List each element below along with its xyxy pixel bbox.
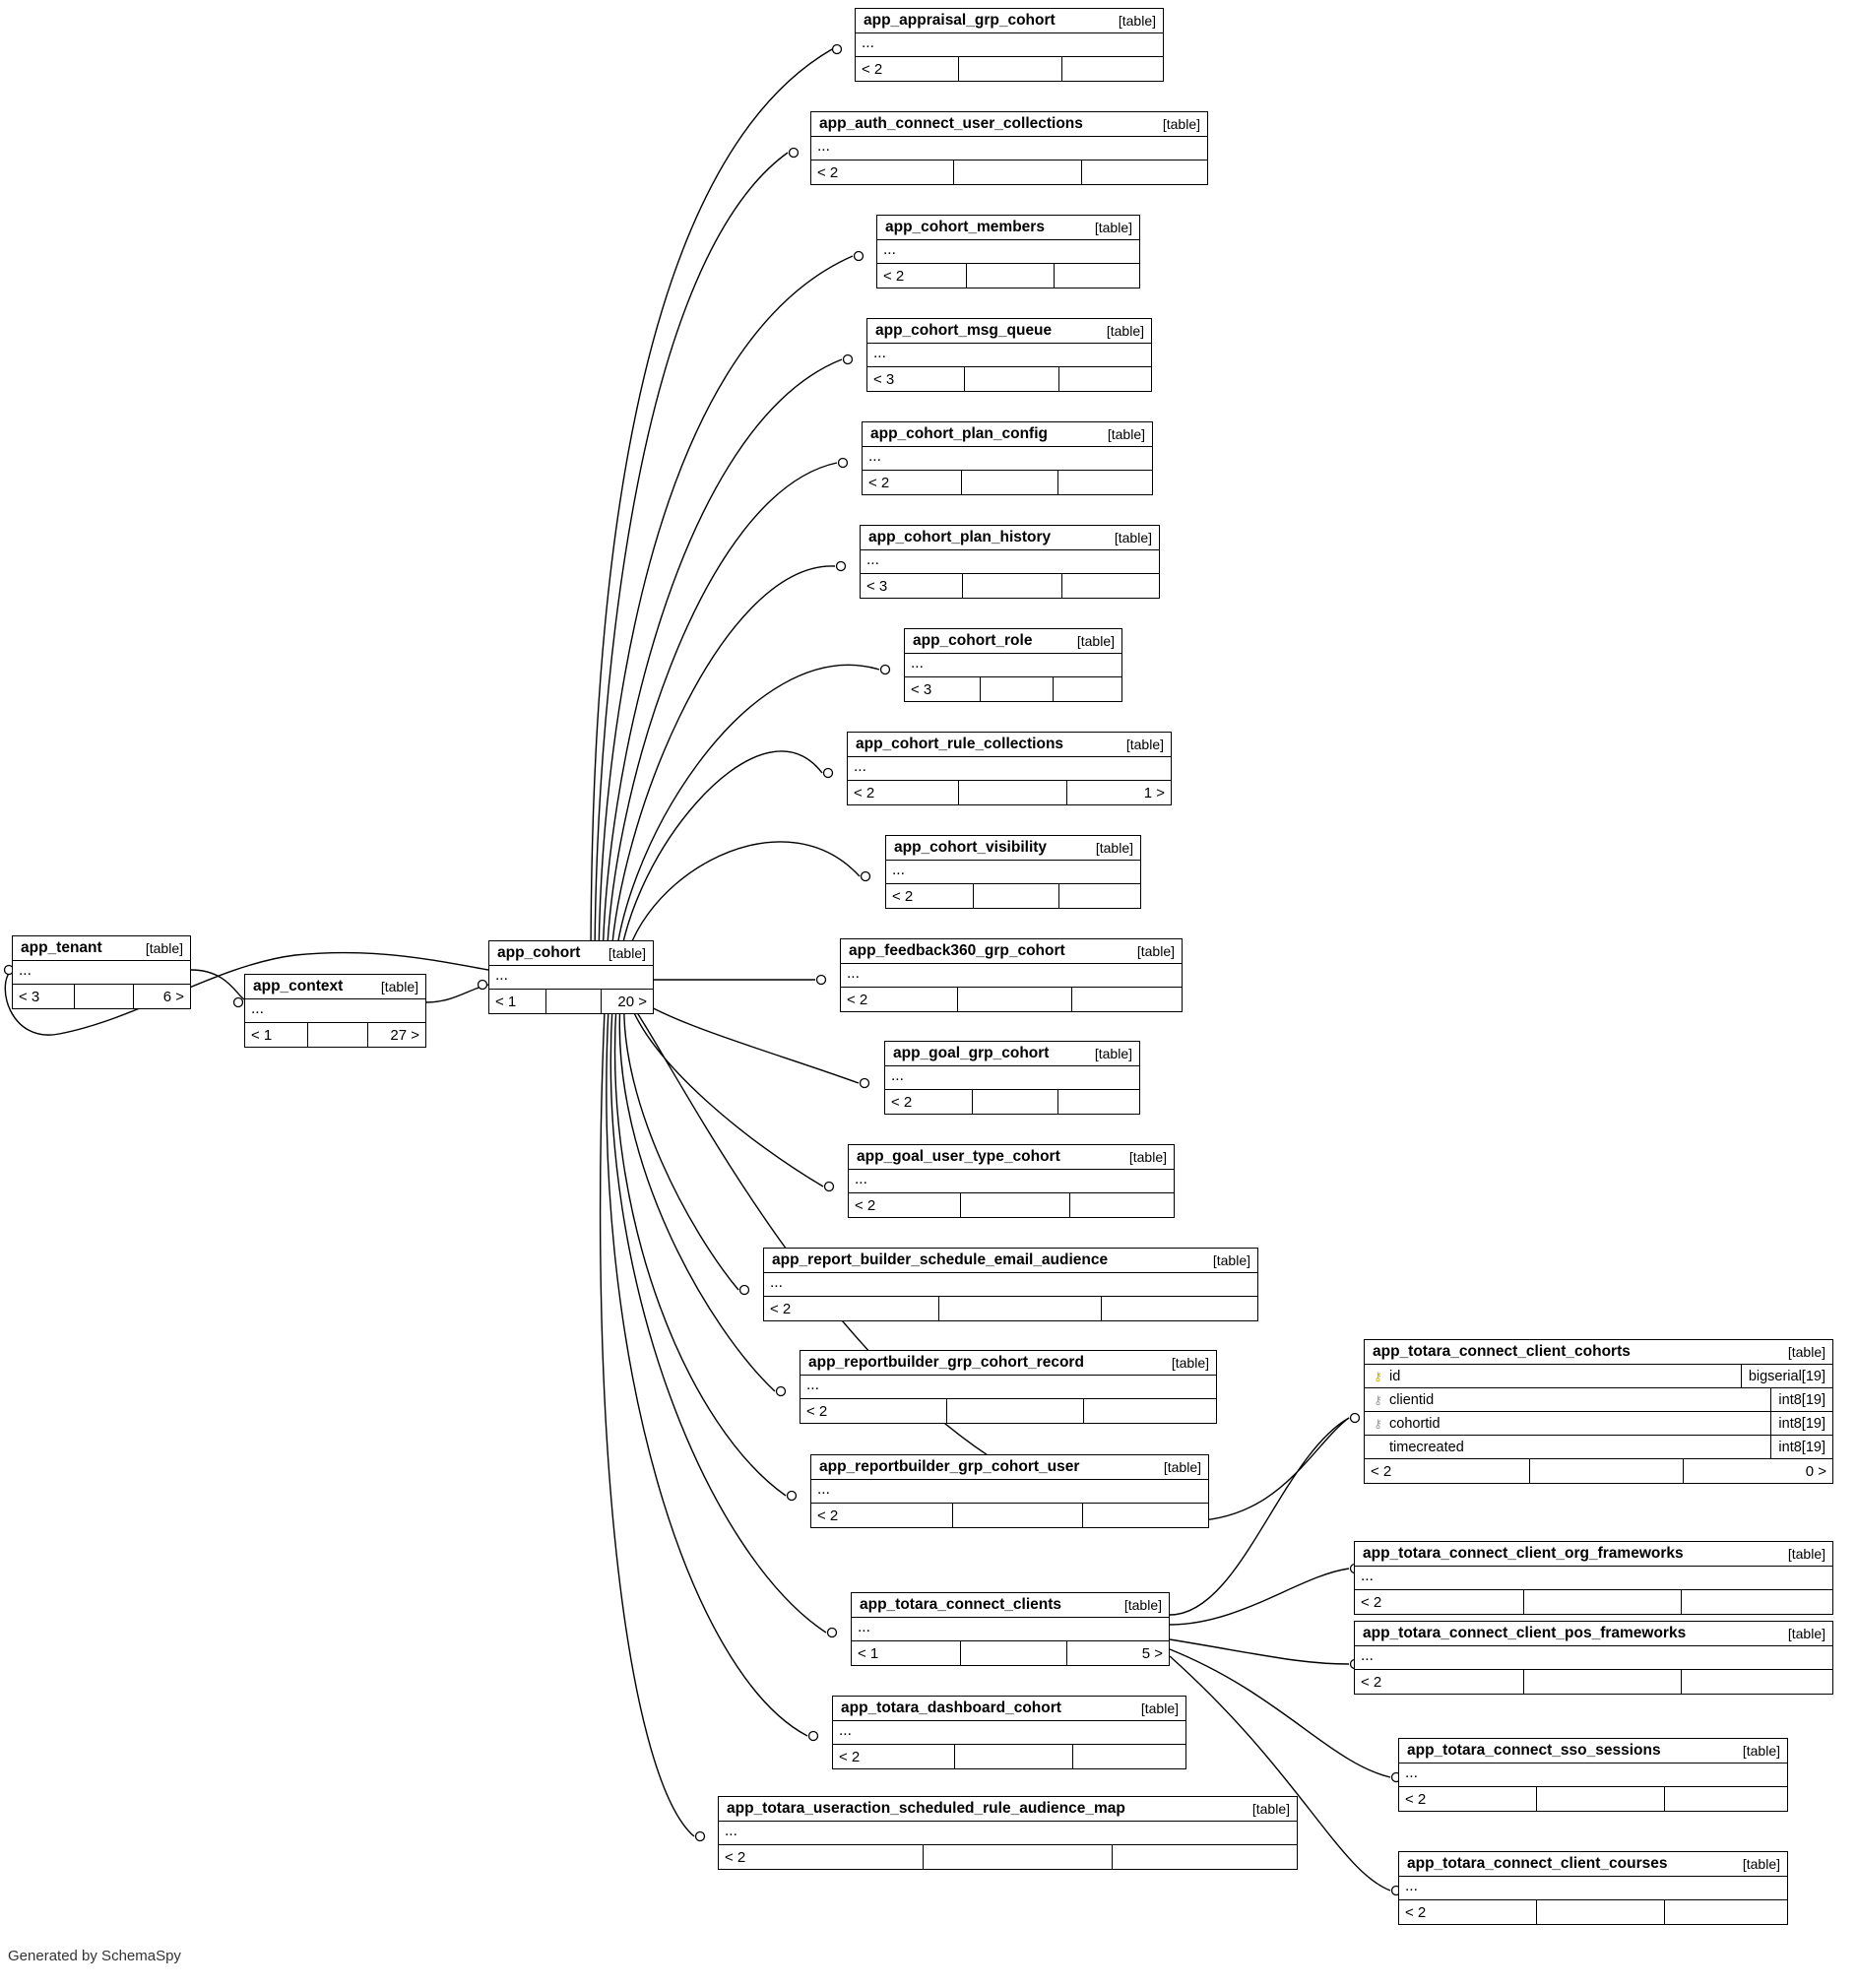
- footer-cell: [946, 1399, 1083, 1423]
- table-type-tag: [table]: [1114, 529, 1152, 545]
- table-title: app_cohort_plan_history: [868, 528, 1052, 545]
- table-header[interactable]: [833, 1697, 1185, 1721]
- table-column-row: [1365, 1412, 1832, 1436]
- table-type-tag: [table]: [1163, 1458, 1201, 1475]
- footer-cell: [1061, 574, 1159, 598]
- footer-cell: < 3: [19, 988, 40, 1005]
- footer-cell: < 2: [817, 1507, 839, 1524]
- table-type-tag: [table]: [1787, 1625, 1825, 1641]
- footer-cell: [958, 781, 1066, 804]
- table-footer: [719, 1845, 1297, 1869]
- table-footer: [1355, 1670, 1832, 1694]
- table-type-tag: [table]: [1094, 219, 1132, 235]
- table-header[interactable]: [863, 422, 1152, 447]
- column-name: [1365, 1369, 1741, 1384]
- table-type-tag: [table]: [1742, 1742, 1780, 1759]
- table-type-tag: [table]: [1076, 632, 1115, 649]
- column-label: id: [1389, 1368, 1401, 1384]
- table-footer: [856, 57, 1163, 81]
- footer-cell: [923, 1845, 1112, 1869]
- column-name: [1365, 1392, 1770, 1408]
- footer-cell: < 3: [911, 680, 932, 698]
- table-header[interactable]: [811, 1455, 1208, 1480]
- table-footer: [489, 990, 653, 1013]
- table-type-tag: [table]: [1118, 12, 1156, 29]
- table-node[interactable]: [848, 1144, 1175, 1218]
- table-title: app_totara_dashboard_cohort: [841, 1699, 1061, 1716]
- footer-cell: [973, 884, 1058, 908]
- footer-cell: [1054, 264, 1139, 288]
- footer-cell: [1681, 1670, 1832, 1694]
- table-type-tag: [table]: [1136, 942, 1175, 959]
- footer-cell: < 2: [1361, 1593, 1382, 1611]
- table-title: app_reportbuilder_grp_cohort_user: [819, 1457, 1080, 1475]
- collapsed-columns-ellipsis: ...: [905, 654, 1121, 677]
- table-node[interactable]: [810, 111, 1208, 185]
- footer-cell: < 2: [725, 1848, 746, 1866]
- table-node[interactable]: [1354, 1621, 1833, 1695]
- table-footer: [849, 1193, 1174, 1217]
- footer-cell: < 2: [862, 60, 883, 78]
- table-footer: [1399, 1787, 1787, 1811]
- table-footer: [848, 781, 1171, 804]
- table-type-tag: [table]: [1140, 1699, 1179, 1716]
- footer-cell: [545, 990, 601, 1013]
- table-header[interactable]: [1355, 1542, 1832, 1567]
- footer-cell: [1053, 677, 1121, 701]
- table-title: app_totara_connect_client_pos_frameworks: [1363, 1624, 1687, 1641]
- table-title: app_goal_user_type_cohort: [857, 1147, 1060, 1165]
- footer-cell: [1112, 1845, 1297, 1869]
- table-header[interactable]: [1399, 1739, 1787, 1764]
- footer-cell: [958, 57, 1061, 81]
- table-node[interactable]: [1354, 1541, 1833, 1615]
- table-node[interactable]: [1398, 1851, 1788, 1925]
- table-footer: [13, 985, 190, 1008]
- footer-cell: [962, 574, 1061, 598]
- table-header[interactable]: [800, 1351, 1216, 1376]
- footer-cell: [1061, 57, 1163, 81]
- footer-cell: < 3: [866, 577, 888, 595]
- collapsed-columns-ellipsis: ...: [489, 966, 653, 990]
- footer-cell: 6 >: [133, 985, 190, 1008]
- footer-cell: < 2: [883, 267, 905, 285]
- table-title: app_auth_connect_user_collections: [819, 114, 1083, 132]
- table-type-tag: [table]: [1787, 1545, 1825, 1562]
- table-header[interactable]: [13, 936, 190, 961]
- footer-cell: [74, 985, 133, 1008]
- table-node[interactable]: [885, 835, 1141, 909]
- table-column-row: [1365, 1436, 1832, 1459]
- footer-cell: < 2: [1371, 1462, 1392, 1480]
- table-footer: [877, 264, 1139, 288]
- table-title: app_feedback360_grp_cohort: [849, 941, 1065, 959]
- footer-cell: [1681, 1590, 1832, 1614]
- collapsed-columns-ellipsis: ...: [1399, 1877, 1787, 1900]
- footer-cell: < 2: [839, 1748, 861, 1765]
- table-node[interactable]: [800, 1350, 1217, 1424]
- footer-cell: [1058, 367, 1151, 391]
- footer-cell: [1083, 1399, 1216, 1423]
- table-type-tag: [table]: [1125, 736, 1164, 752]
- table-header[interactable]: [886, 836, 1140, 861]
- footer-cell: < 2: [806, 1402, 828, 1420]
- footer-cell: [1071, 988, 1182, 1011]
- footer-cell: [960, 1193, 1069, 1217]
- table-title: app_cohort_rule_collections: [856, 735, 1064, 752]
- collapsed-columns-ellipsis: ...: [886, 861, 1140, 884]
- footer-cell: [960, 1641, 1066, 1665]
- primary-key-icon: ⚷: [1374, 1369, 1382, 1383]
- column-name: [1365, 1440, 1770, 1455]
- footer-cell: [938, 1297, 1101, 1320]
- footer-cell: [307, 1023, 367, 1047]
- table-footer: [841, 988, 1182, 1011]
- collapsed-columns-ellipsis: ...: [719, 1822, 1297, 1845]
- collapsed-columns-ellipsis: ...: [877, 240, 1139, 264]
- collapsed-columns-ellipsis: ...: [867, 344, 1151, 367]
- table-node[interactable]: [904, 628, 1122, 702]
- footer-cell: < 2: [1361, 1673, 1382, 1691]
- table-node[interactable]: [832, 1696, 1186, 1769]
- collapsed-columns-ellipsis: ...: [863, 447, 1152, 471]
- table-title: app_reportbuilder_grp_cohort_record: [808, 1353, 1084, 1371]
- collapsed-columns-ellipsis: ...: [1355, 1646, 1832, 1670]
- footer-cell: [954, 1745, 1072, 1768]
- collapsed-columns-ellipsis: ...: [1399, 1764, 1787, 1787]
- table-footer: [811, 1504, 1208, 1527]
- footer-cell: [1057, 1090, 1139, 1114]
- table-title: app_appraisal_grp_cohort: [864, 11, 1056, 29]
- table-title: app_totara_connect_client_courses: [1407, 1854, 1668, 1872]
- table-footer: [764, 1297, 1257, 1320]
- table-column-row: [1365, 1365, 1832, 1388]
- table-title: app_report_builder_schedule_email_audience: [772, 1251, 1109, 1268]
- table-title: app_tenant: [21, 938, 102, 956]
- table-title: app_context: [253, 977, 344, 994]
- table-header[interactable]: [852, 1593, 1169, 1618]
- table-title: app_totara_useraction_scheduled_rule_audience_map: [727, 1799, 1125, 1817]
- footer-cell: [1523, 1590, 1681, 1614]
- table-type-tag: [table]: [1106, 322, 1144, 339]
- footer-cell: [1523, 1670, 1681, 1694]
- table-node[interactable]: [763, 1248, 1258, 1321]
- table-type-tag: [table]: [1171, 1354, 1209, 1371]
- table-node[interactable]: [851, 1592, 1170, 1666]
- table-footer: [1355, 1590, 1832, 1614]
- table-type-tag: [table]: [1787, 1343, 1825, 1360]
- collapsed-columns-ellipsis: ...: [852, 1618, 1169, 1641]
- table-footer: [861, 574, 1159, 598]
- footer-cell: [952, 1504, 1082, 1527]
- table-title: app_totara_connect_client_org_frameworks: [1363, 1544, 1684, 1562]
- footer-cell: [980, 677, 1053, 701]
- table-node-detailed[interactable]: [1364, 1339, 1833, 1484]
- table-type-tag: [table]: [1251, 1800, 1290, 1817]
- footer-cell: [964, 367, 1058, 391]
- table-header[interactable]: [811, 112, 1207, 137]
- footer-cell: < 2: [770, 1300, 792, 1317]
- table-footer: [1365, 1459, 1832, 1483]
- collapsed-columns-ellipsis: ...: [800, 1376, 1216, 1399]
- footer-cell: [1101, 1297, 1257, 1320]
- table-footer: [867, 367, 1151, 391]
- footer-cell: [961, 471, 1057, 494]
- table-footer: [886, 884, 1140, 908]
- footer-cell: < 2: [817, 163, 839, 181]
- table-footer: [811, 160, 1207, 184]
- table-header[interactable]: [861, 526, 1159, 550]
- table-node[interactable]: [1398, 1738, 1788, 1812]
- table-header[interactable]: [245, 975, 425, 999]
- table-node[interactable]: [810, 1454, 1209, 1528]
- table-type-tag: [table]: [1095, 839, 1133, 856]
- footer-cell: 1 >: [1066, 781, 1171, 804]
- table-node[interactable]: [860, 525, 1160, 599]
- footer-cell: < 2: [868, 474, 890, 491]
- table-title: app_cohort_members: [885, 218, 1045, 235]
- table-column-row: [1365, 1388, 1832, 1412]
- table-title: app_cohort_visibility: [894, 838, 1048, 856]
- table-title: app_totara_connect_sso_sessions: [1407, 1741, 1661, 1759]
- footer-cell: < 1: [251, 1026, 273, 1044]
- footer-cell: [1529, 1459, 1683, 1483]
- column-label: cohortid: [1389, 1415, 1441, 1432]
- footer-cell: [966, 264, 1054, 288]
- schemaspy-credit: Generated by SchemaSpy: [8, 1948, 181, 1964]
- table-footer: [1399, 1900, 1787, 1924]
- table-header[interactable]: [848, 733, 1171, 757]
- footer-cell: < 2: [891, 1093, 913, 1111]
- collapsed-columns-ellipsis: ...: [861, 550, 1159, 574]
- collapsed-columns-ellipsis: ...: [833, 1721, 1185, 1745]
- foreign-key-icon: ⚷: [1374, 1416, 1382, 1431]
- footer-cell: [957, 988, 1071, 1011]
- footer-cell: 20 >: [601, 990, 653, 1013]
- collapsed-columns-ellipsis: ...: [849, 1170, 1174, 1193]
- table-type-tag: [table]: [608, 944, 646, 961]
- collapsed-columns-ellipsis: ...: [764, 1273, 1257, 1297]
- table-title: app_totara_connect_client_cohorts: [1373, 1342, 1631, 1360]
- footer-cell: 5 >: [1066, 1641, 1169, 1665]
- table-node[interactable]: [718, 1796, 1298, 1870]
- footer-cell: [1536, 1900, 1664, 1924]
- table-node[interactable]: [866, 318, 1152, 392]
- table-footer: [905, 677, 1121, 701]
- footer-cell: [1069, 1193, 1174, 1217]
- table-type-tag: [table]: [1742, 1855, 1780, 1872]
- table-node[interactable]: [244, 974, 426, 1048]
- table-node[interactable]: [488, 940, 654, 1014]
- footer-cell: < 2: [1405, 1790, 1427, 1808]
- table-header[interactable]: [849, 1145, 1174, 1170]
- table-header[interactable]: [877, 216, 1139, 240]
- table-node[interactable]: [12, 935, 191, 1009]
- footer-cell: < 1: [495, 993, 517, 1010]
- table-header[interactable]: [489, 941, 653, 966]
- table-type-tag: [table]: [1162, 115, 1200, 132]
- table-node[interactable]: [884, 1041, 1140, 1115]
- column-label: timecreated: [1389, 1439, 1464, 1455]
- column-type: int8[19]: [1770, 1412, 1832, 1435]
- table-header[interactable]: [885, 1042, 1139, 1066]
- collapsed-columns-ellipsis: ...: [1355, 1567, 1832, 1590]
- table-header[interactable]: [764, 1249, 1257, 1273]
- table-title: app_cohort_msg_queue: [875, 321, 1053, 339]
- table-title: app_totara_connect_clients: [860, 1595, 1062, 1613]
- table-node[interactable]: [862, 421, 1153, 495]
- table-title: app_goal_grp_cohort: [893, 1044, 1050, 1061]
- table-header[interactable]: [1365, 1340, 1832, 1365]
- table-footer: [833, 1745, 1185, 1768]
- footer-cell: < 2: [892, 887, 914, 905]
- table-node[interactable]: [847, 732, 1172, 805]
- column-type: int8[19]: [1770, 1388, 1832, 1411]
- table-header[interactable]: [856, 9, 1163, 33]
- footer-cell: < 1: [858, 1644, 879, 1662]
- column-name: [1365, 1416, 1770, 1432]
- column-label: clientid: [1389, 1391, 1435, 1408]
- table-node[interactable]: [876, 215, 1140, 289]
- collapsed-columns-ellipsis: ...: [811, 1480, 1208, 1504]
- table-type-tag: [table]: [1094, 1045, 1132, 1061]
- table-type-tag: [table]: [1128, 1148, 1167, 1165]
- table-footer: [245, 1023, 425, 1047]
- table-title: app_cohort_plan_config: [870, 424, 1048, 442]
- column-type: int8[19]: [1770, 1436, 1832, 1458]
- footer-cell: < 2: [1405, 1903, 1427, 1921]
- collapsed-columns-ellipsis: ...: [811, 137, 1207, 160]
- table-header[interactable]: [1355, 1622, 1832, 1646]
- table-header[interactable]: [719, 1797, 1297, 1822]
- footer-cell: [1082, 1504, 1208, 1527]
- table-type-tag: [table]: [1123, 1596, 1162, 1613]
- collapsed-columns-ellipsis: ...: [885, 1066, 1139, 1090]
- foreign-key-icon: ⚷: [1374, 1392, 1382, 1407]
- footer-cell: [1072, 1745, 1185, 1768]
- table-type-tag: [table]: [380, 978, 418, 994]
- table-title: app_cohort_role: [913, 631, 1033, 649]
- footer-cell: 0 >: [1683, 1459, 1832, 1483]
- table-header[interactable]: [905, 629, 1121, 654]
- table-node[interactable]: [855, 8, 1164, 82]
- footer-cell: [1664, 1900, 1787, 1924]
- footer-cell: [953, 160, 1081, 184]
- collapsed-columns-ellipsis: ...: [841, 964, 1182, 988]
- table-type-tag: [table]: [1107, 425, 1145, 442]
- footer-cell: [1058, 884, 1140, 908]
- table-footer: [800, 1399, 1216, 1423]
- collapsed-columns-ellipsis: ...: [856, 33, 1163, 57]
- footer-cell: [1081, 160, 1207, 184]
- footer-cell: 27 >: [367, 1023, 425, 1047]
- table-type-tag: [table]: [1212, 1251, 1250, 1268]
- footer-cell: < 2: [847, 991, 868, 1008]
- collapsed-columns-ellipsis: ...: [848, 757, 1171, 781]
- collapsed-columns-ellipsis: ...: [13, 961, 190, 985]
- collapsed-columns-ellipsis: ...: [245, 999, 425, 1023]
- table-footer: [852, 1641, 1169, 1665]
- footer-cell: [1057, 471, 1152, 494]
- table-header[interactable]: [841, 939, 1182, 964]
- table-header[interactable]: [1399, 1852, 1787, 1877]
- table-type-tag: [table]: [145, 939, 183, 956]
- table-node[interactable]: [840, 938, 1183, 1012]
- footer-cell: < 2: [855, 1196, 876, 1214]
- footer-cell: [1664, 1787, 1787, 1811]
- table-header[interactable]: [867, 319, 1151, 344]
- footer-cell: [972, 1090, 1057, 1114]
- footer-cell: [1536, 1787, 1664, 1811]
- table-footer: [863, 471, 1152, 494]
- table-footer: [885, 1090, 1139, 1114]
- footer-cell: < 3: [873, 370, 895, 388]
- footer-cell: < 2: [854, 784, 875, 802]
- table-title: app_cohort: [497, 943, 581, 961]
- column-type: bigserial[19]: [1741, 1365, 1832, 1387]
